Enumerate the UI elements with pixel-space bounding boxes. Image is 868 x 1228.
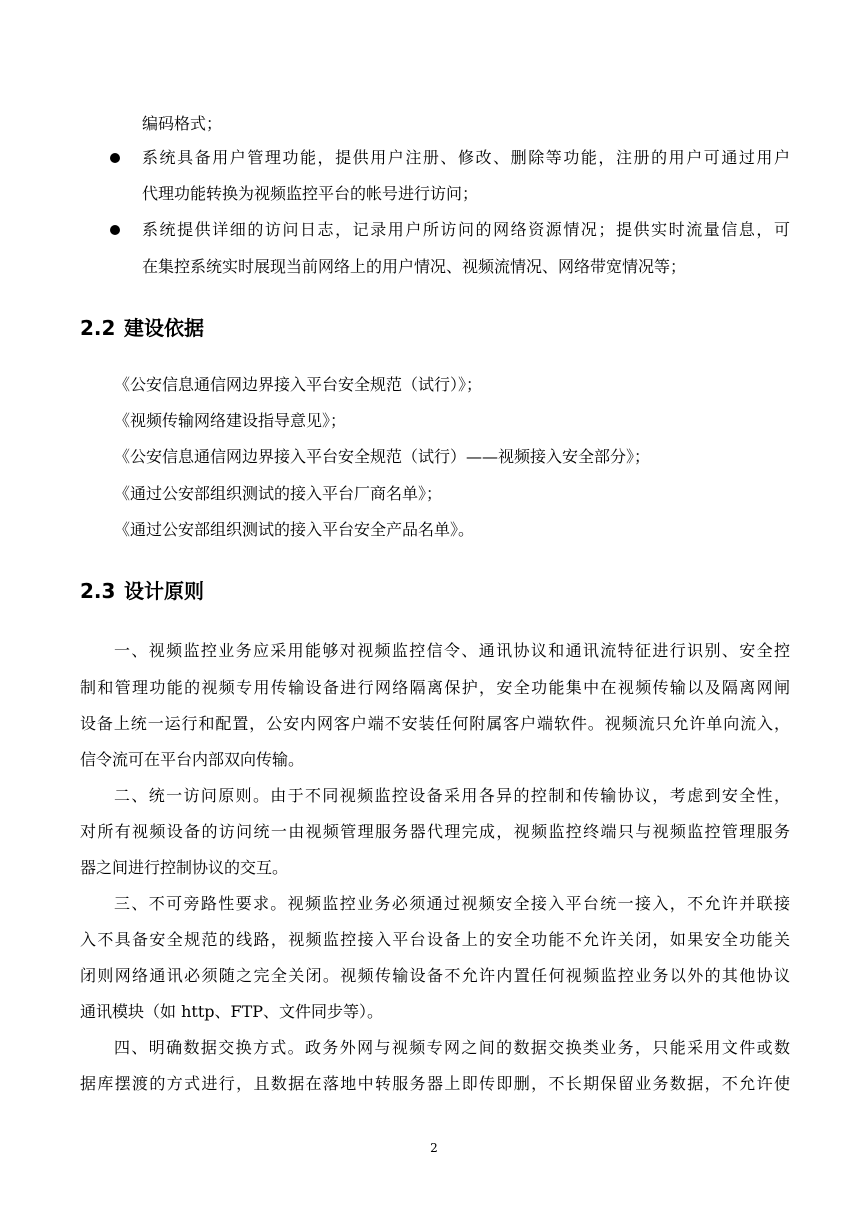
bullet-item-2-line-1: 系统提供详细的访问日志，记录用户所访问的网络资源情况；提供实时流量信息，可 xyxy=(142,220,790,239)
bullet-item-1-line-2: 代理功能转换为视频监控平台的帐号进行访问； xyxy=(142,184,479,203)
paragraph-3-line-4: 通讯模块（如 http、FTP、文件同步等）。 xyxy=(80,1002,384,1021)
reference-item: 《通过公安部组织测试的接入平台厂商名单》； xyxy=(114,484,443,503)
paragraph-2-line-3: 器之间进行控制协议的交互。 xyxy=(80,858,289,877)
section-heading-2-3 xyxy=(80,578,204,604)
section-title: 建设依据 xyxy=(124,316,204,340)
paragraph-1-line-1: 一、视频监控业务应采用能够对视频监控信令、通讯协议和通讯流特征进行识别、安全控 xyxy=(114,641,790,660)
paragraph-4-line-1: 四、明确数据交换方式。政务外网与视频专网之间的数据交换类业务，只能采用文件或数 xyxy=(114,1038,790,1057)
paragraph-1-line-2: 制和管理功能的视频专用传输设备进行网络隔离保护，安全功能集中在视频传输以及隔离网闸 xyxy=(80,678,790,697)
section-number: 2.2 xyxy=(80,316,116,340)
bullet-item-1-line-1: 系统具备用户管理功能，提供用户注册、修改、删除等功能，注册的用户可通过用户 xyxy=(142,148,790,167)
bullet-dot-icon xyxy=(110,153,120,163)
paragraph-4-line-2: 据库摆渡的方式进行，且数据在落地中转服务器上即传即删，不长期保留业务数据，不允许使 xyxy=(80,1074,790,1093)
section-number: 2.3 xyxy=(80,579,116,603)
reference-item: 《通过公安部组织测试的接入平台安全产品名单》。 xyxy=(114,520,475,539)
reference-item: 《公安信息通信网边界接入平台安全规范（试行）》； xyxy=(114,375,483,394)
paragraph-2-line-1: 二、统一访问原则。由于不同视频监控设备采用各异的控制和传输协议，考虑到安全性， xyxy=(114,786,790,805)
bullet-dot-icon xyxy=(110,225,120,235)
bullet-item-2-line-2: 在集控系统实时展现当前网络上的用户情况、视频流情况、网络带宽情况等； xyxy=(142,257,687,276)
paragraph-3-line-3: 闭则网络通讯必须随之完全关闭。视频传输设备不允许内置任何视频监控业务以外的其他协议 xyxy=(80,966,790,985)
paragraph-2-line-2: 对所有视频设备的访问统一由视频管理服务器代理完成，视频监控终端只与视频监控管理服务 xyxy=(80,822,790,841)
section-title: 设计原则 xyxy=(124,579,204,603)
paragraph-1-line-3: 设备上统一运行和配置，公安内网客户端不安装任何附属客户端软件。视频流只允许单向流入， xyxy=(80,714,790,733)
paragraph-1-line-4: 信令流可在平台内部双向传输。 xyxy=(80,750,305,769)
paragraph-3-line-1: 三、不可旁路性要求。视频监控业务必须通过视频安全接入平台统一接入，不允许并联接 xyxy=(114,894,790,913)
reference-item: 《视频传输网络建设指导意见》； xyxy=(114,411,347,430)
paragraph-3-line-2: 入不具备安全规范的线路，视频监控接入平台设备上的安全功能不允许关闭，如果安全功能关 xyxy=(80,930,790,949)
reference-item: 《公安信息通信网边界接入平台安全规范（试行）——视频接入安全部分》； xyxy=(114,447,651,466)
section-heading-2-2 xyxy=(80,315,204,341)
page-number: 2 xyxy=(430,1141,438,1155)
bullet-continuation: 编码格式； xyxy=(142,114,223,133)
